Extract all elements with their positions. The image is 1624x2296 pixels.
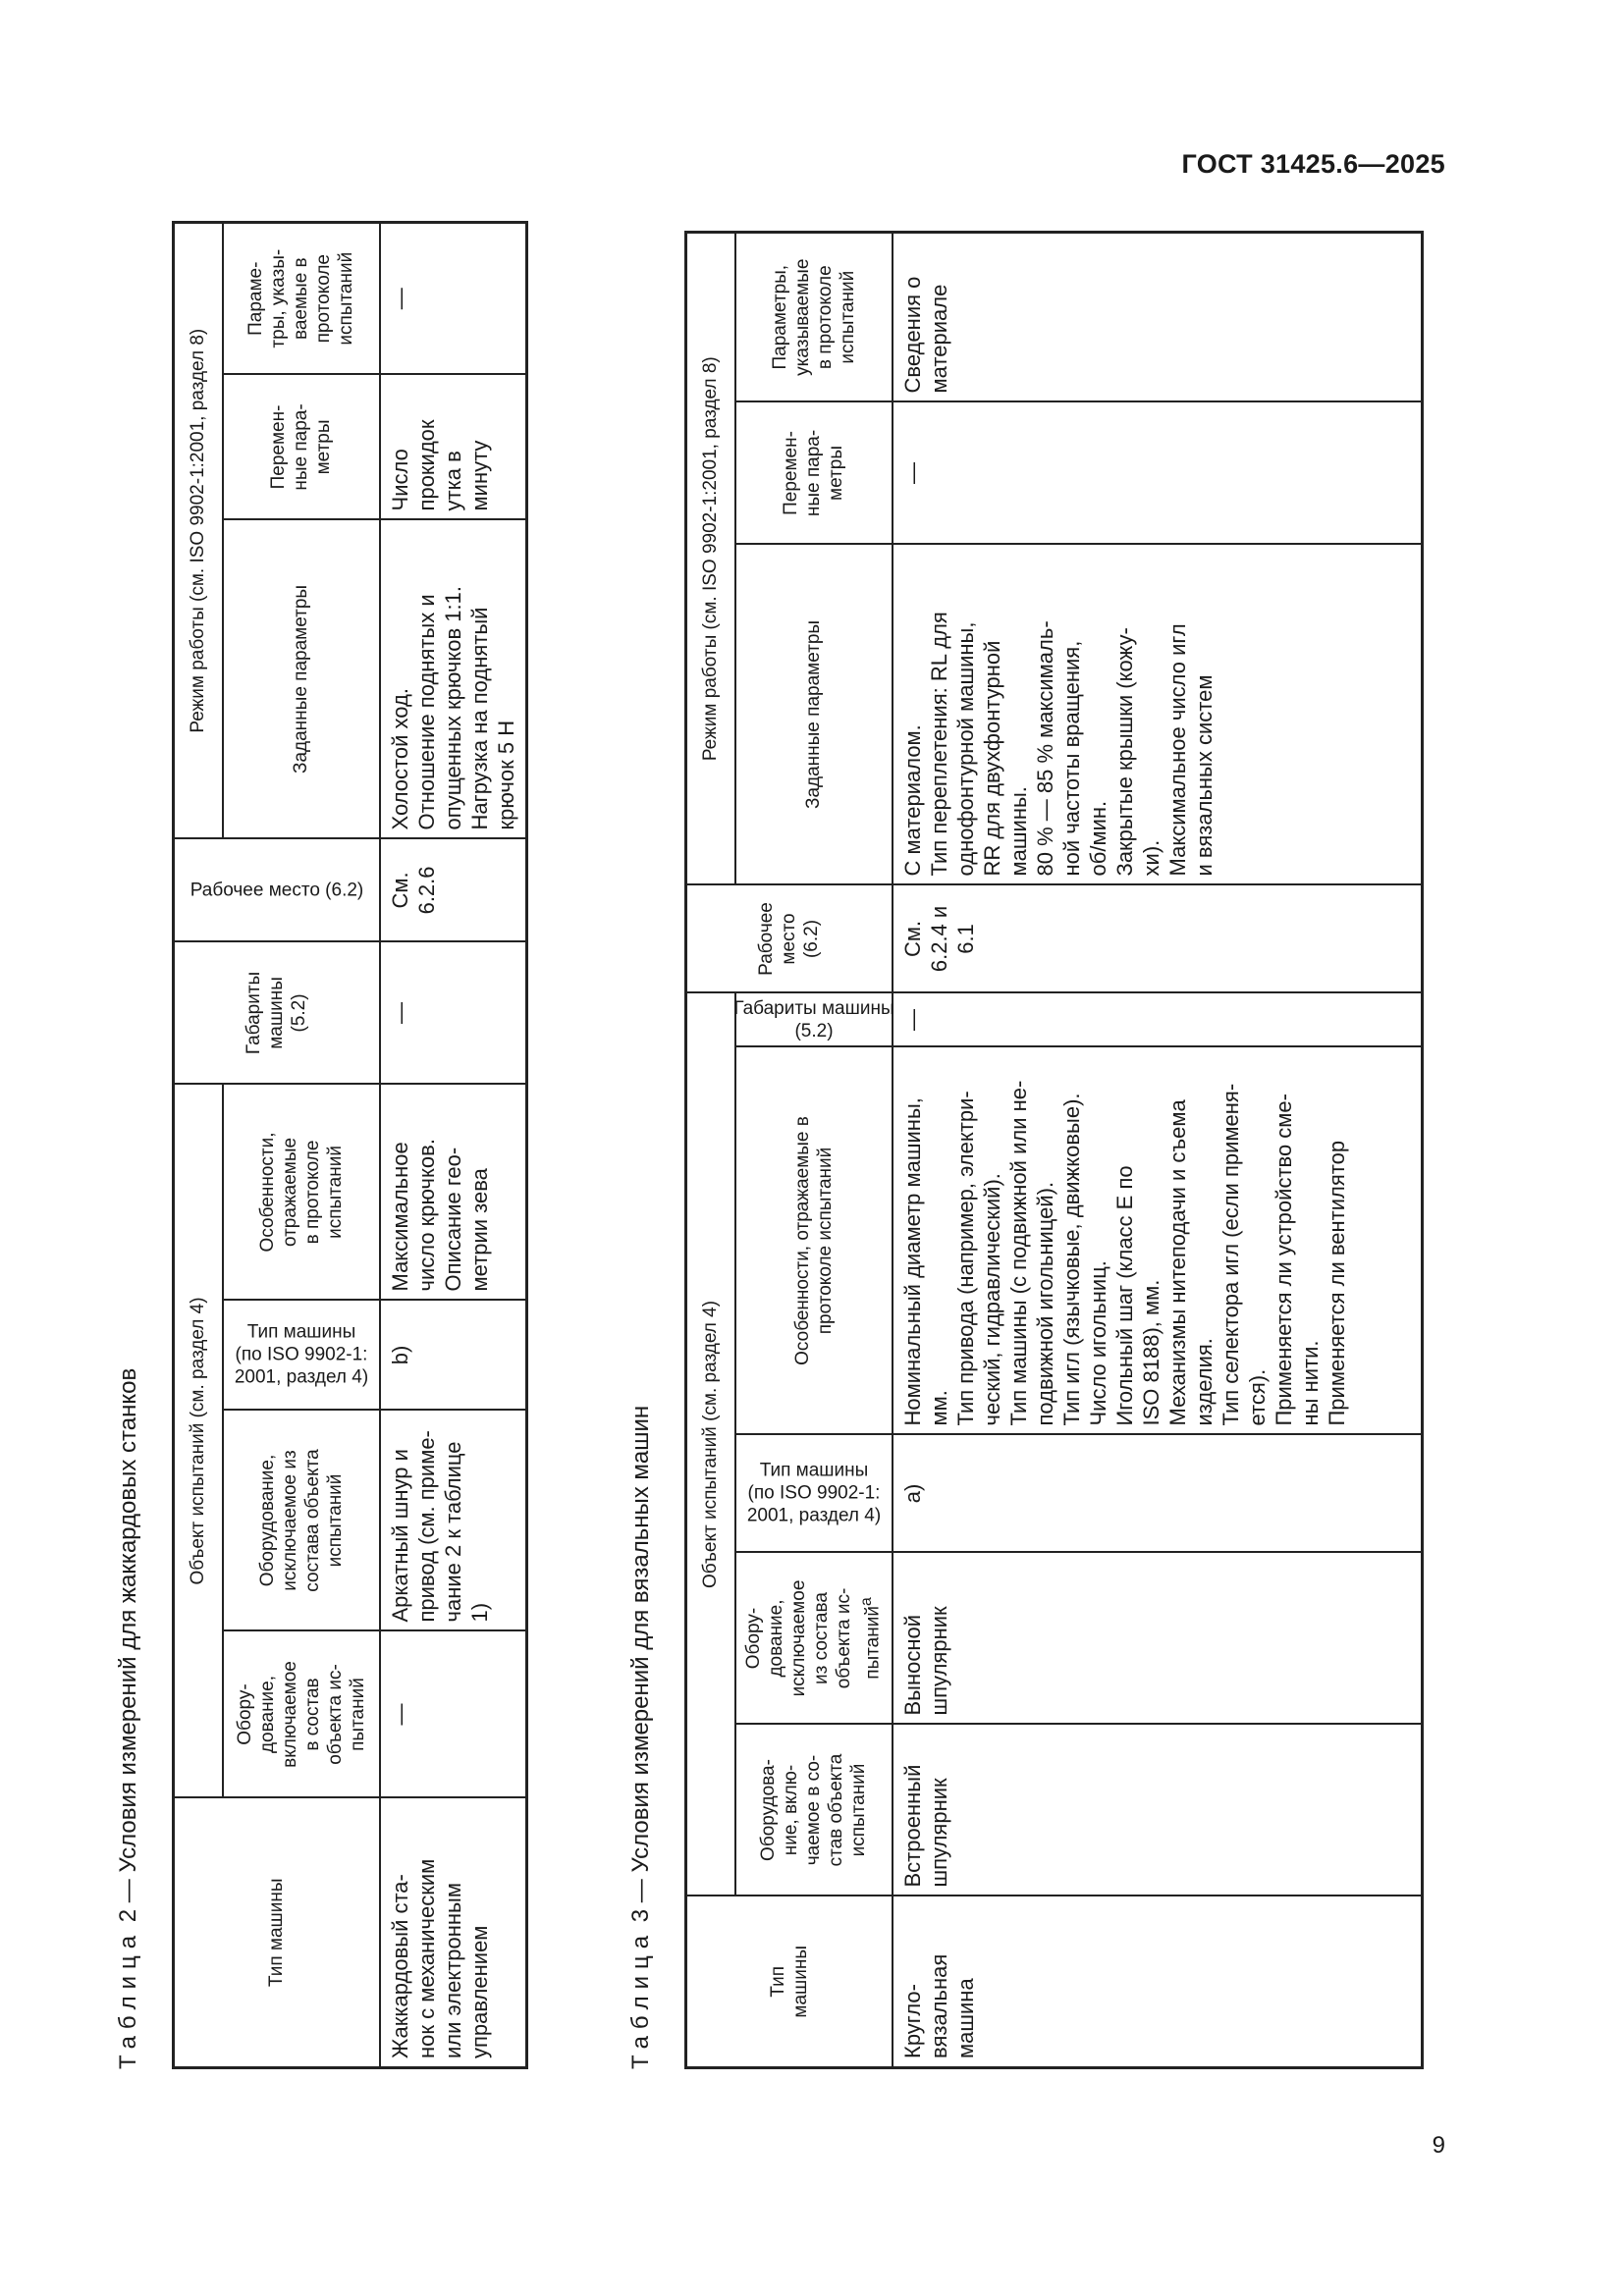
t2-header-mode-group: Режим работы (см. ISO 9902-1:2001, раздел 8) [174, 222, 223, 838]
t2-header-set-params: Заданные параметры [223, 519, 380, 838]
t2-cell-report-params: — [380, 222, 527, 374]
table-2-caption-prefix: Таблица [115, 1928, 141, 2069]
t2-header-report-params: Параме- тры, указы- ваемые в протоколе испытаний [223, 222, 380, 374]
t3-header-excluded-text: Обору- дование, исключаемое из состава объекта ис- пытаний [743, 1579, 884, 1697]
t3-header-excluded-footnote: a [858, 1597, 876, 1607]
t3-cell-workplace: См. 6.2.4 и 6.1 [893, 884, 1423, 992]
table-2-caption [113, 234, 172, 2069]
t3-cell-report-params: Сведения о материале [893, 232, 1423, 401]
t2-header-object-group: Объект испытаний (см. раздел 4) [174, 1084, 223, 1797]
t3-header-var-params: Перемен- ные пара- метры [735, 401, 893, 544]
t2-data-row [380, 222, 527, 2067]
t3-header-iso-type-text: Тип машины (по ISO 9902-1: 2001, раздел 4) [746, 1461, 881, 1526]
t3-cell-features: Номинальный диаметр машины, мм. Тип привода (например, электри- ческий, гидравлический). Тип машины (с подвижной или не- подвижной игольницей). Тип игл (язычковые, движковые). Число игольниц. Игольный шаг (класс Е по ISO 8188), мм. Механизмы нитеподачи и съема изделия. Тип селектора игл (если применя- ется). Применяется ли устройство сме- ны нити. Применяется ли вентилятор [893, 1047, 1423, 1435]
t2-header-var-params: Перемен- ные пара- метры [223, 374, 380, 519]
t3-header-machine-type: Тип машины [686, 1896, 893, 2068]
table-3-block [625, 234, 1424, 2069]
t2-header-workplace [174, 838, 380, 941]
t2-cell-excluded: Аркатный шнур и привод (см. приме- чание 2 к таблице 1) [380, 1411, 527, 1631]
t3-cell-dimensions: — [893, 992, 1423, 1046]
t3-header-report-params: Параметры, указываемые в протоколе испытаний [735, 232, 893, 401]
t3-header-object-group: Объект испытаний (см. раздел 4) [686, 992, 735, 1896]
t2-cell-included: — [380, 1631, 527, 1798]
t2-header-included: Обору- дование, включаемое в состав объекта ис- пытаний [223, 1631, 380, 1798]
t2-cell-workplace: См. 6.2.6 [380, 838, 527, 941]
t3-data-row [893, 232, 1423, 2067]
t2-cell-var-params: Число прокидок утка в минуту [380, 374, 527, 519]
document-code: ГОСТ 31425.6—2025 [1181, 149, 1445, 179]
t2-header-features: Особенности, отражаемые в протоколе испытаний [223, 1084, 380, 1300]
t3-cell-set-params: С материалом. Тип переплетения: RL для однофонтурной машины, RR для двухфонтурной машины. 80 % — 85 % максималь- ной частоты вращения, об/мин. Закрытые крышки (кожу- хи). Максимальное число игл и вязальных систем [893, 544, 1423, 884]
t3-header-features: Особенности, отражаемые в протоколе испытаний [735, 1047, 893, 1435]
t3-cell-machine-type: Кругло- вязальная машина [893, 1896, 1423, 2068]
t3-header-iso-type [735, 1435, 893, 1553]
t2-cell-machine-type: Жаккардовый ста- нок с механическим или электронным управлением [380, 1798, 527, 2068]
t3-header-excluded [735, 1553, 893, 1725]
table-2-block [113, 234, 528, 2069]
t3-header-mode-group: Режим работы (см. ISO 9902-1:2001, раздел 8) [686, 232, 735, 884]
table-3-caption-prefix: Таблица [627, 1928, 654, 2069]
t3-header-included: Оборудова- ние, вклю- чаемое в со- став объекта испытаний [735, 1725, 893, 1896]
t2-cell-dimensions: — [380, 941, 527, 1084]
t2-cell-features: Максимальное число крючков. Описание гео- метрии зева [380, 1084, 527, 1300]
t2-header-dimensions: Габариты машины (5.2) [174, 941, 380, 1084]
t2-cell-set-params: Холостой ход. Отношение поднятых и опущенных крючков 1:1. Нагрузка на поднятый крючок 5 Н [380, 519, 527, 838]
t2-header-iso-type [223, 1301, 380, 1411]
table-2 [172, 221, 528, 2069]
t3-cell-included: Встроенный шпулярник [893, 1725, 1423, 1896]
t3-header-dimensions [732, 992, 894, 1046]
t2-header-excluded: Оборудование, исключаемое из состава объекта испытаний [223, 1411, 380, 1631]
table-2-caption-text: 2 — Условия измерений для жаккардовых станков [115, 1367, 141, 1923]
t3-cell-iso-type: a) [893, 1435, 1423, 1553]
table-3 [684, 231, 1424, 2069]
t3-cell-var-params: — [893, 401, 1423, 544]
t3-header-dimensions-text: Габариты машины (5.2) [732, 997, 894, 1041]
t2-header-iso-type-text: Тип машины (по ISO 9902-1: 2001, раздел 4) [234, 1322, 368, 1388]
table-3-caption-text: 3 — Условия измерений для вязальных машин [627, 1405, 654, 1923]
table-3-caption [625, 234, 684, 2069]
t3-cell-excluded: Выносной шпулярник [893, 1553, 1423, 1725]
t2-header-machine-type: Тип машины [174, 1798, 380, 2068]
t3-header-workplace: Рабочее место (6.2) [686, 884, 893, 992]
t2-cell-iso-type: b) [380, 1301, 527, 1411]
page-number: 9 [1432, 2132, 1445, 2159]
t2-header-workplace-text: Рабочее место (6.2) [189, 880, 363, 901]
t3-header-set-params: Заданные параметры [735, 544, 893, 884]
